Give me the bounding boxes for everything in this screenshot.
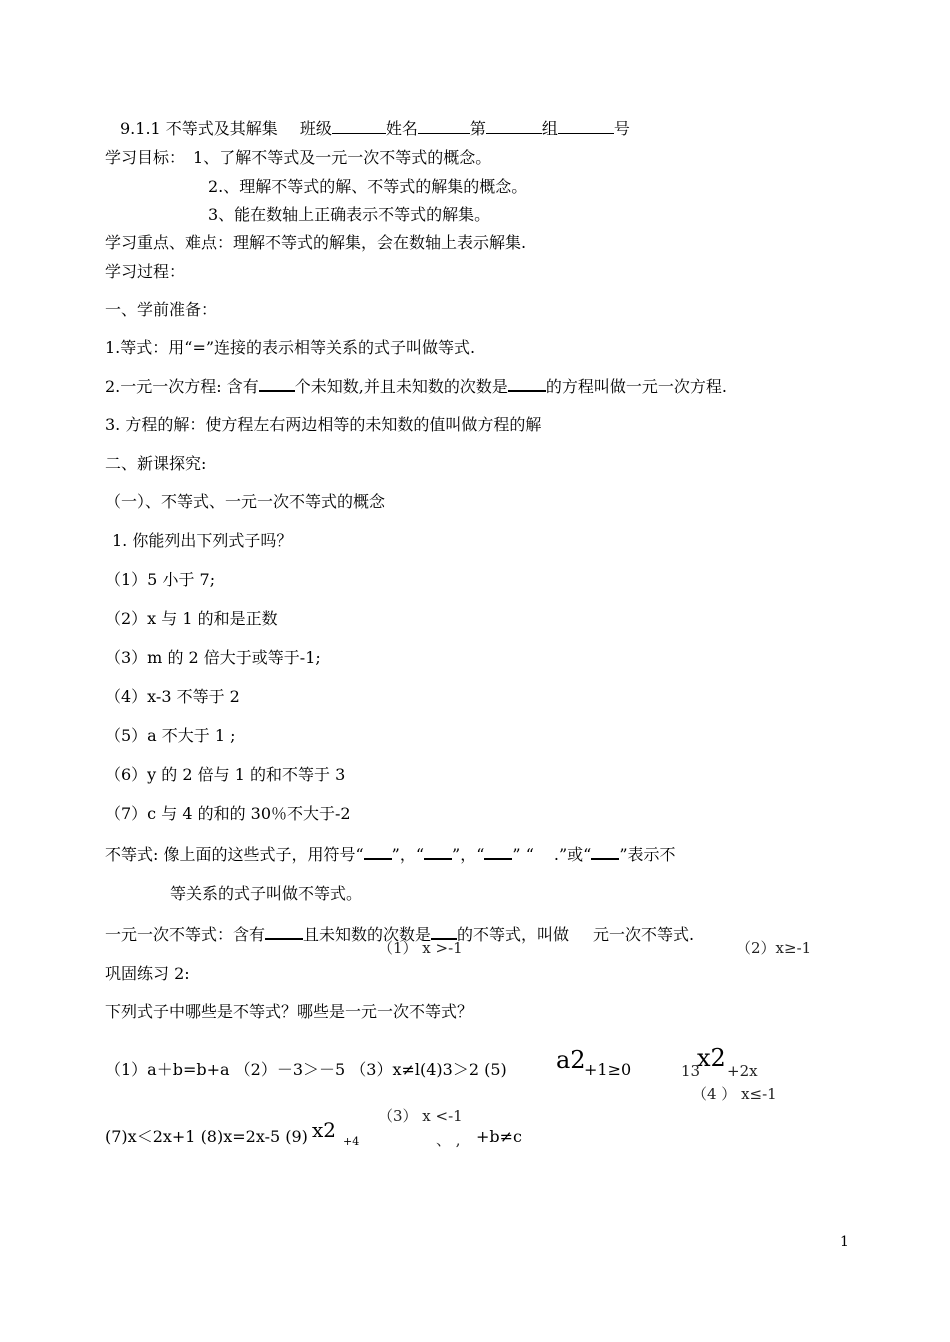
blank-count[interactable] <box>259 376 295 392</box>
section1-item-1: 1.等式：用“=”连接的表示相等关系的式子叫做等式. <box>105 338 476 357</box>
practice-row-1-a2: a2 <box>556 1046 586 1074</box>
symbol-blank-4[interactable] <box>591 844 619 860</box>
overlay-label-3: （3） x <-1 <box>378 1107 463 1125</box>
objectives-label: 学习目标： <box>105 148 186 167</box>
list-item: （4）x-3 不等于 2 <box>105 687 240 706</box>
objective-2: 2.、理解不等式的解、不等式的解集的概念。 <box>208 177 528 196</box>
list-item: （1）5 小于 7; <box>105 570 216 589</box>
practice-question: 下列式子中哪些是不等式？哪些是一元一次不等式？ <box>105 1002 474 1021</box>
practice-row-1-b: +1≥0 <box>584 1060 632 1079</box>
practice-row-1-d: +2x <box>727 1062 758 1080</box>
class-label: 班级 <box>299 119 332 138</box>
practice-row-2-x2: x2 <box>312 1118 337 1142</box>
section1-item-3: 3. 方程的解：使方程左右两边相等的未知数的值叫做方程的解 <box>105 415 542 434</box>
group-prefix: 第 <box>469 119 486 138</box>
key-points: 学习重点、难点：理解不等式的解集，会在数轴上表示解集. <box>105 233 527 252</box>
section1-heading: 一、学前准备： <box>105 300 218 319</box>
overlay-label-4: （4 ） x≤-1 <box>692 1085 777 1103</box>
blank-degree[interactable] <box>508 376 546 392</box>
practice-row-2: (7)x＜2x+1 (8)x=2x-5 (9) <box>105 1127 308 1146</box>
group-blank[interactable] <box>486 118 542 134</box>
objectives-line-1 <box>105 148 491 168</box>
symbol-blank-3[interactable] <box>484 844 512 860</box>
overlay-label-1: （1） x >-1 <box>378 939 463 957</box>
practice-row-2-d: +b≠c <box>476 1127 523 1146</box>
symbol-blank-1[interactable] <box>364 844 392 860</box>
symbol-blank-2[interactable] <box>424 844 452 860</box>
class-blank[interactable] <box>332 118 386 134</box>
number-blank[interactable] <box>558 118 614 134</box>
number-label: 号 <box>613 119 630 138</box>
name-blank[interactable] <box>418 118 470 134</box>
section2-sub-heading: （一）、不等式、一元一次不等式的概念 <box>105 492 386 511</box>
process-label: 学习过程： <box>105 262 186 281</box>
practice-row-2-c: 、 , <box>436 1131 461 1149</box>
objective-3: 3、能在数轴上正确表示不等式的解集。 <box>208 205 491 224</box>
section1-item-2: 2.一元一次方程: 含有 个未知数,并且未知数的次数是 的方程叫做一元一次方程. <box>105 377 727 396</box>
list-item: （3）m 的 2 倍大于或等于-1; <box>105 648 321 667</box>
name-label: 姓名 <box>385 119 418 138</box>
blank-unknowns[interactable] <box>265 924 303 940</box>
practice-row-1: （1）a＋b=b+a （2）－3＞－5 （3）x≠l(4)3＞2 (5) <box>105 1060 507 1079</box>
list-item: （5）a 不大于 1 ; <box>105 726 236 745</box>
list-item: （7）c 与 4 的和的 30％不大于-2 <box>105 804 351 823</box>
inequality-definition-line-2: 等关系的式子叫做不等式。 <box>170 884 363 903</box>
group-label: 组 <box>541 119 558 138</box>
list-item: （2）x 与 1 的和是正数 <box>105 609 278 628</box>
inequality-definition: 不等式: 像上面的这些式子，用符号“ ”，“ ”，“ ” “ .”或“ ”表示不 <box>105 845 676 864</box>
practice-row-2-b: +4 <box>343 1135 360 1148</box>
doc-header <box>120 118 630 139</box>
linear-inequality-definition: 一元一次不等式：含有 且未知数的次数是 的不等式，叫做 元一次不等式. <box>105 925 695 944</box>
section2-heading: 二、新课探究: <box>105 454 207 473</box>
practice-row-1-c: 13 <box>681 1062 701 1080</box>
doc-title: 9.1.1 不等式及其解集 <box>120 119 278 138</box>
practice-row-1-x2: x2 <box>697 1044 726 1072</box>
objective-1: 1、了解不等式及一元一次不等式的概念。 <box>193 148 492 167</box>
list-item: （6）y 的 2 倍与 1 的和不等于 3 <box>105 765 346 784</box>
section2-question: 1. 你能列出下列式子吗？ <box>112 531 293 550</box>
practice-heading: 巩固练习 2: <box>105 964 190 983</box>
overlay-label-2: （2）x≥-1 <box>736 939 812 957</box>
page-number: 1 <box>840 1234 849 1250</box>
